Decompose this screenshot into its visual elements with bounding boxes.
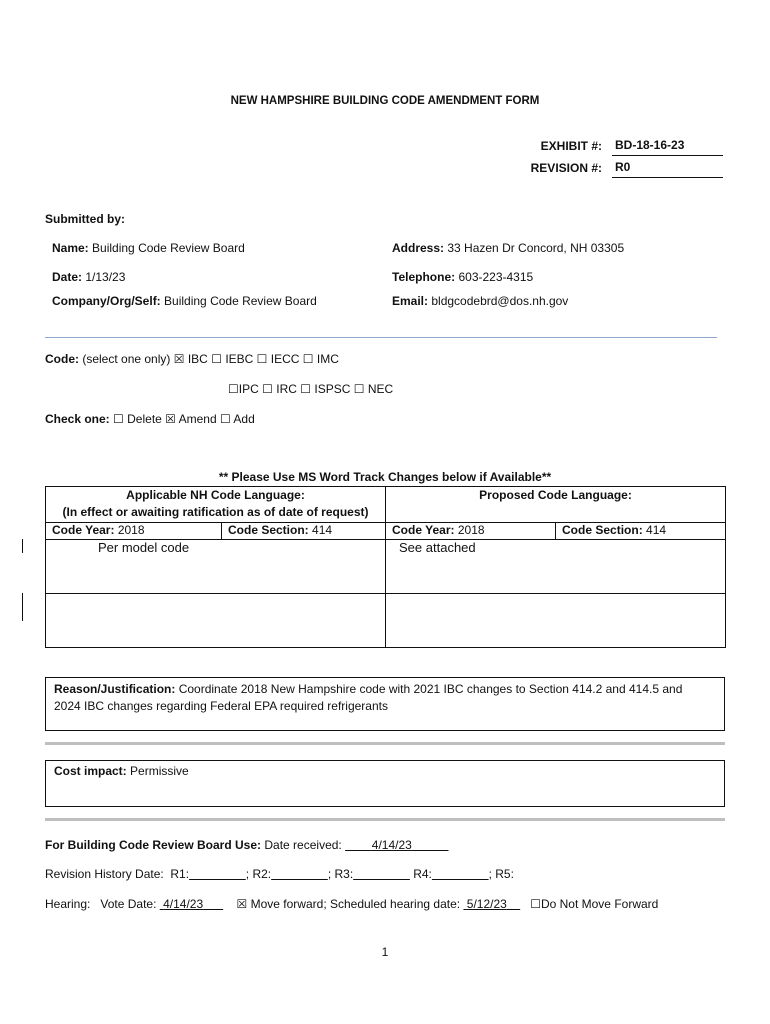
code-option-ipc[interactable]: ☐IPC — [228, 382, 259, 396]
divider — [45, 818, 725, 821]
checkbox-checked-icon: ☒ — [236, 897, 248, 911]
telephone-value: 603-223-4315 — [458, 270, 534, 284]
date-row — [52, 270, 125, 284]
email-row — [392, 294, 568, 308]
r5-label: R5: — [495, 867, 514, 881]
proposed-language-header: Proposed Code Language: — [386, 487, 726, 523]
code-language-table — [45, 486, 726, 648]
address-label: Address: — [392, 241, 445, 255]
right-code-section: 414 — [646, 523, 667, 537]
r1-field[interactable] — [189, 867, 246, 881]
cost-impact-box[interactable] — [45, 760, 725, 807]
check-option-add[interactable]: ☐ Add — [219, 412, 255, 426]
exhibit-label: EXHIBIT #: — [540, 139, 602, 153]
code-option-ibc[interactable]: ☒ IBC — [173, 352, 208, 366]
checkbox-checked-icon: ☒ — [173, 352, 185, 366]
vote-date-value[interactable]: 4/14/23 — [163, 897, 204, 911]
scheduled-hearing-date[interactable]: 5/12/23 — [466, 897, 507, 911]
code-hint: (select one only) — [82, 352, 171, 366]
cost-label: Cost impact: — [54, 764, 127, 778]
r2-field[interactable] — [271, 867, 328, 881]
reason-box[interactable] — [45, 677, 725, 731]
address-value: 33 Hazen Dr Concord, NH 03305 — [447, 241, 625, 255]
submitted-by-heading: Submitted by: — [45, 212, 125, 226]
exhibit-number: BD-18-16-23 — [612, 138, 723, 156]
r1-label: R1: — [170, 867, 190, 881]
code-select-row-2 — [228, 382, 393, 396]
date-value: 1/13/23 — [85, 270, 126, 284]
section-divider — [45, 337, 717, 338]
reason-label: Reason/Justification: — [54, 682, 176, 696]
hearing-row — [45, 897, 658, 911]
address-row — [392, 241, 624, 255]
check-one-row — [45, 412, 255, 426]
right-code-section-cell: Code Section: 414 — [556, 523, 726, 540]
applicable-language-text[interactable]: Per model code — [46, 540, 386, 594]
company-label: Company/Org/Self: — [52, 294, 161, 308]
track-changes-notice: ** Please Use MS Word Track Changes below if Available** — [218, 470, 552, 484]
check-one-label: Check one: — [45, 412, 110, 426]
checkbox-empty-icon: ☐ — [353, 382, 365, 396]
email-label: Email: — [392, 294, 429, 308]
divider — [45, 742, 725, 745]
reason-text-1: Coordinate 2018 New Hampshire code with 2021 IBC changes to Section 414.2 and 414.5 and — [178, 682, 683, 696]
code-option-iecc[interactable]: ☐ IECC — [256, 352, 300, 366]
checkbox-empty-icon: ☐ — [300, 382, 312, 396]
board-use-row — [45, 838, 449, 852]
change-bar — [22, 539, 23, 553]
r3-field[interactable] — [353, 867, 410, 881]
move-forward-option[interactable]: ☒ Move forward; Scheduled hearing date: — [236, 897, 461, 911]
r3-label: R3: — [334, 867, 354, 881]
code-option-nec[interactable]: ☐ NEC — [353, 382, 394, 396]
page-number: 1 — [381, 945, 389, 959]
name-value: Building Code Review Board — [92, 241, 245, 255]
left-code-section-cell: Code Section: 414 — [222, 523, 386, 540]
change-bar — [22, 593, 23, 621]
revision-history-row: Revision History Date: R1: ; R2: ; R3: R4: ; R5: — [45, 867, 514, 881]
telephone-row — [392, 270, 533, 284]
date-label: Date: — [52, 270, 83, 284]
telephone-label: Telephone: — [392, 270, 456, 284]
revision-label: REVISION #: — [530, 161, 602, 175]
vote-date-label: Vote Date: — [100, 897, 157, 911]
company-value: Building Code Review Board — [164, 294, 317, 308]
checkbox-checked-icon: ☒ — [165, 412, 176, 426]
checkbox-empty-icon: ☐ — [256, 352, 268, 366]
code-option-irc[interactable]: ☐ IRC — [262, 382, 297, 396]
date-received-label: Date received: — [264, 838, 342, 852]
left-code-year: 2018 — [117, 523, 145, 537]
checkbox-empty-icon: ☐ — [219, 412, 231, 426]
proposed-language-extra[interactable] — [386, 594, 726, 648]
r4-field[interactable] — [432, 867, 489, 881]
cost-text: Permissive — [130, 764, 189, 778]
checkbox-empty-icon: ☐ — [262, 382, 273, 396]
code-option-ispsc[interactable]: ☐ ISPSC — [300, 382, 351, 396]
code-option-imc[interactable]: ☐ IMC — [302, 352, 339, 366]
name-label: Name: — [52, 241, 89, 255]
checkbox-empty-icon: ☐ — [113, 412, 124, 426]
r4-label: R4: — [413, 867, 432, 881]
applicable-language-extra[interactable] — [46, 594, 386, 648]
company-row — [52, 294, 317, 308]
do-not-move-option[interactable]: ☐Do Not Move Forward — [530, 897, 659, 911]
name-row — [52, 241, 245, 255]
email-value: bldgcodebrd@dos.nh.gov — [431, 294, 569, 308]
right-code-year: 2018 — [457, 523, 485, 537]
checkbox-empty-icon: ☐ — [530, 897, 541, 911]
form-title: NEW HAMPSHIRE BUILDING CODE AMENDMENT FORM — [230, 95, 540, 107]
reason-text-2: 2024 IBC changes regarding Federal EPA required refrigerants — [54, 699, 388, 713]
checkbox-empty-icon: ☐ — [228, 382, 239, 396]
checkbox-empty-icon: ☐ — [211, 352, 222, 366]
right-code-year-cell: Code Year: 2018 — [386, 523, 556, 540]
hearing-label: Hearing: — [45, 897, 91, 911]
date-received-value[interactable]: 4/14/23 — [371, 838, 412, 852]
proposed-language-text[interactable]: See attached — [386, 540, 726, 594]
code-label: Code: — [45, 352, 79, 366]
applicable-language-header: Applicable NH Code Language: (In effect or awaiting ratification as of date of request) — [46, 487, 386, 523]
code-option-iebc[interactable]: ☐ IEBC — [211, 352, 254, 366]
left-code-year-cell: Code Year: 2018 — [46, 523, 222, 540]
revision-history-label: Revision History Date: — [45, 867, 164, 881]
check-option-amend[interactable]: ☒ Amend — [165, 412, 217, 426]
r2-label: R2: — [252, 867, 272, 881]
check-option-delete[interactable]: ☐ Delete — [113, 412, 162, 426]
checkbox-empty-icon: ☐ — [302, 352, 314, 366]
board-use-label: For Building Code Review Board Use: — [45, 838, 262, 852]
code-select-row-1 — [45, 352, 339, 366]
revision-number: R0 — [612, 160, 723, 178]
left-code-section: 414 — [312, 523, 333, 537]
